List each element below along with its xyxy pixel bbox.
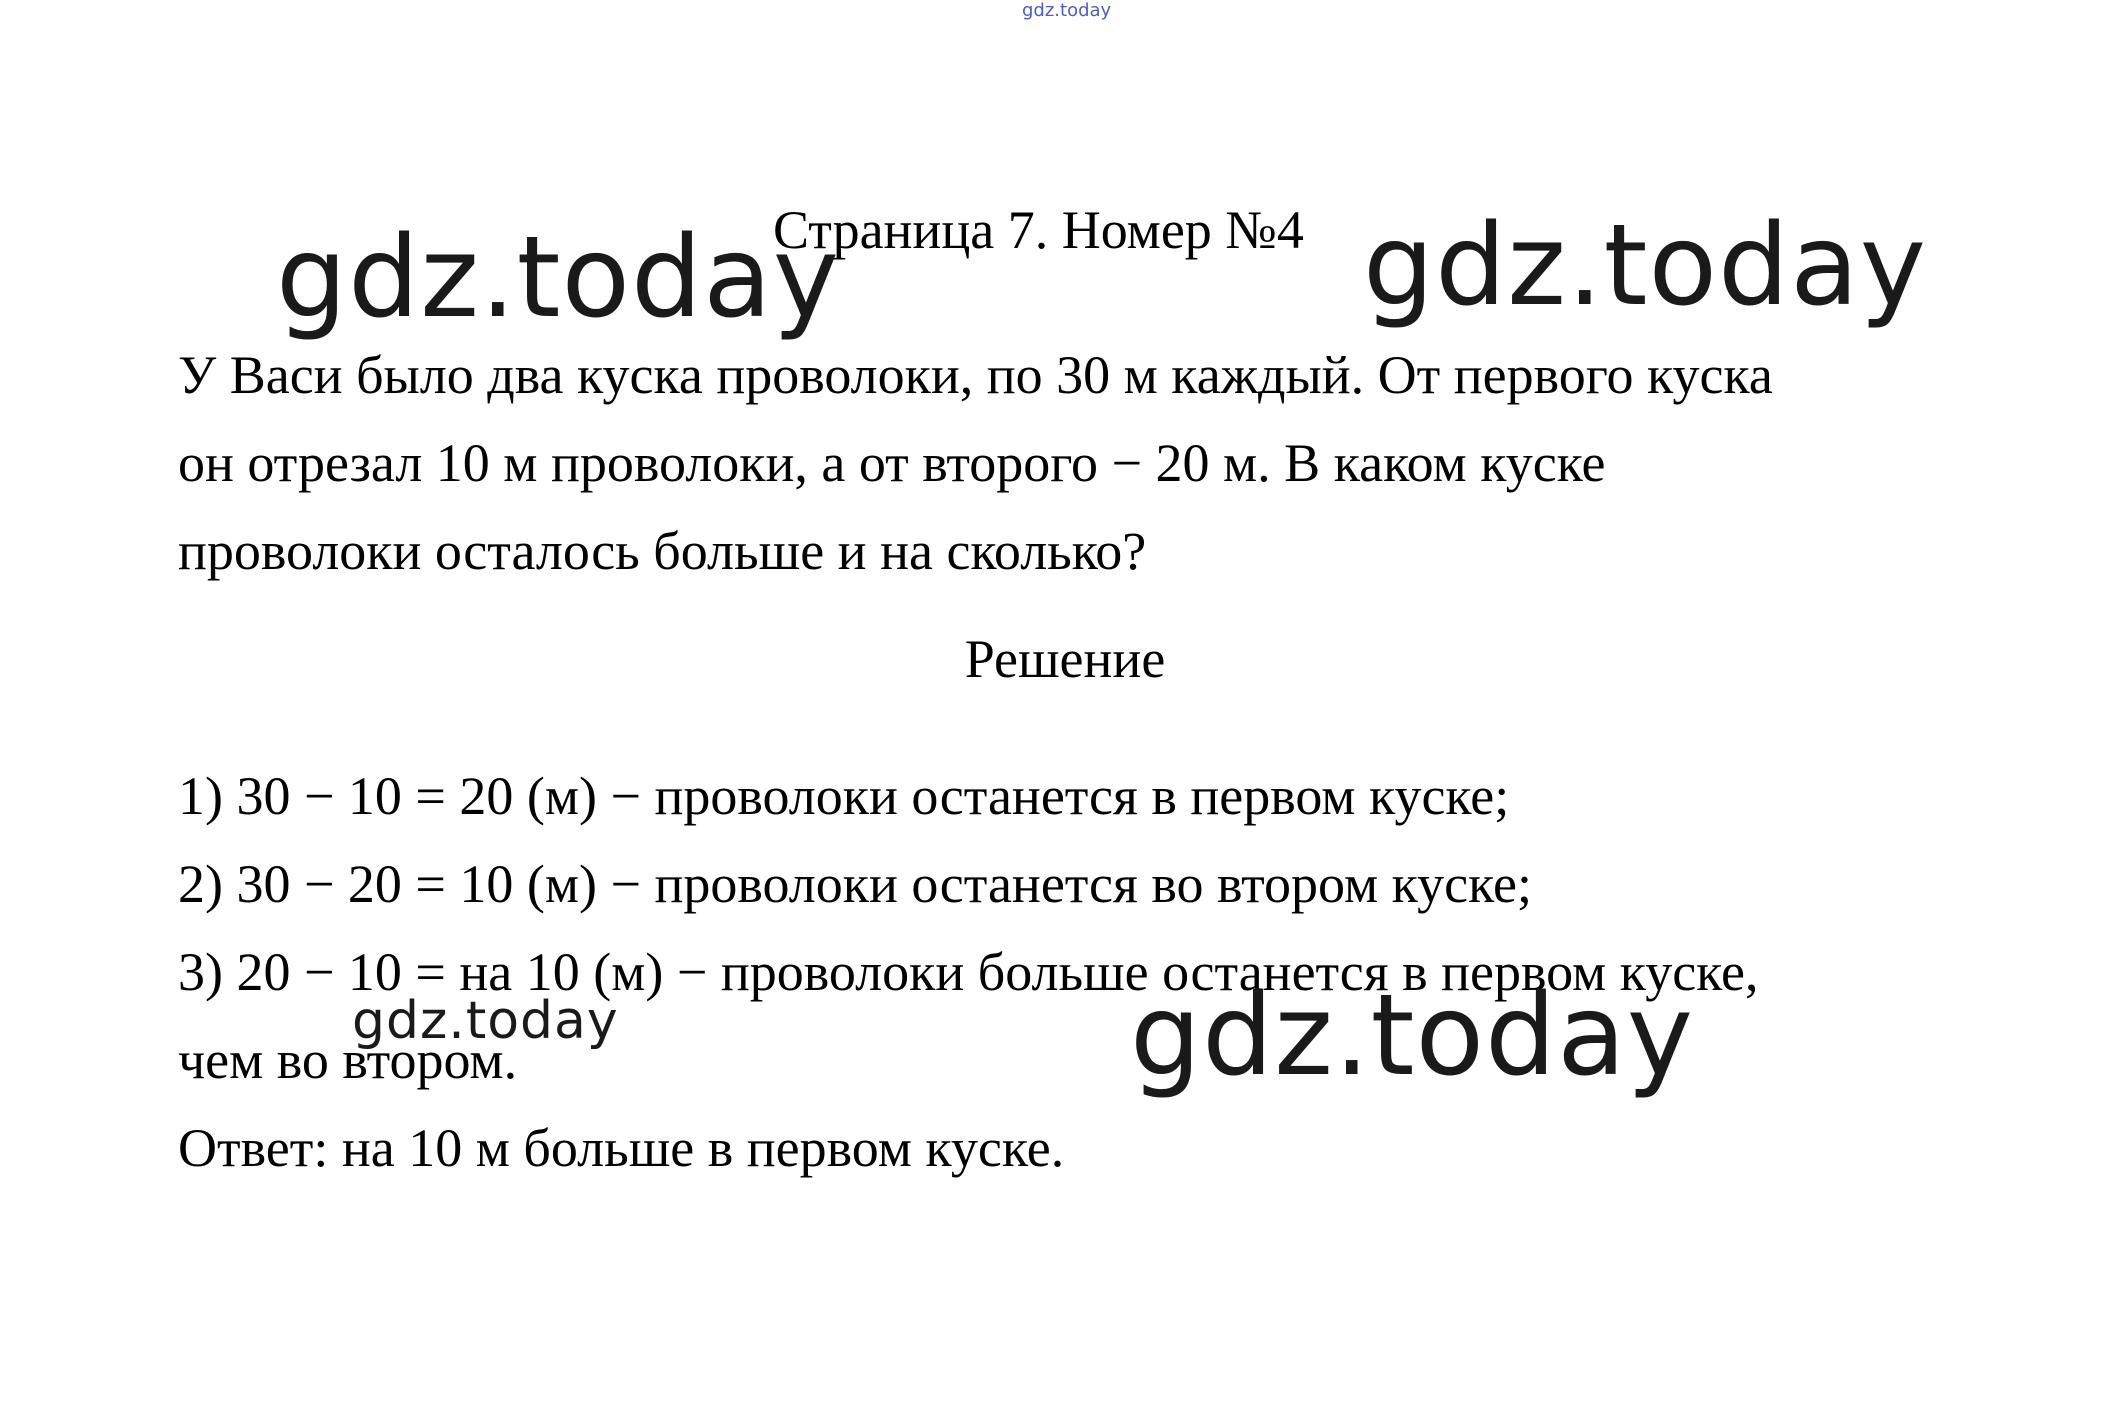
solution-step-2: 2) 30 − 20 = 10 (м) − проволоки останется во втором куске; [178, 854, 1532, 914]
page-title: Страница 7. Номер №4 [773, 200, 1304, 260]
watermark-left-title: gdz.today [276, 213, 841, 343]
watermark-large-lower: gdz.today [1130, 971, 1695, 1101]
problem-line: он отрезал 10 м проволоки, а от второго − 20 м. В каком куске [178, 433, 1606, 493]
watermark-right-title: gdz.today [1363, 201, 1928, 331]
solution-step-3-continued: чем во втором. [178, 1030, 518, 1090]
problem-line: У Васи было два куска проволоки, по 30 м каждый. От первого куска [178, 345, 1773, 405]
answer-line: Ответ: на 10 м больше в первом куске. [178, 1118, 1065, 1178]
problem-text [178, 331, 1978, 595]
solution-step-1: 1) 30 − 10 = 20 (м) − проволоки останется в первом куске; [178, 766, 1510, 826]
problem-line: проволоки осталось больше и на сколько? [178, 521, 1147, 581]
solution-step-3: 3) 20 − 10 = на 10 (м) − проволоки больше останется в первом куске, [178, 942, 1759, 1002]
watermark-small-lower: gdz.today [352, 991, 619, 1051]
solution-steps [178, 752, 2038, 1192]
watermark-top: gdz.today [1022, 0, 1112, 21]
solution-heading: Решение [964, 629, 1166, 689]
